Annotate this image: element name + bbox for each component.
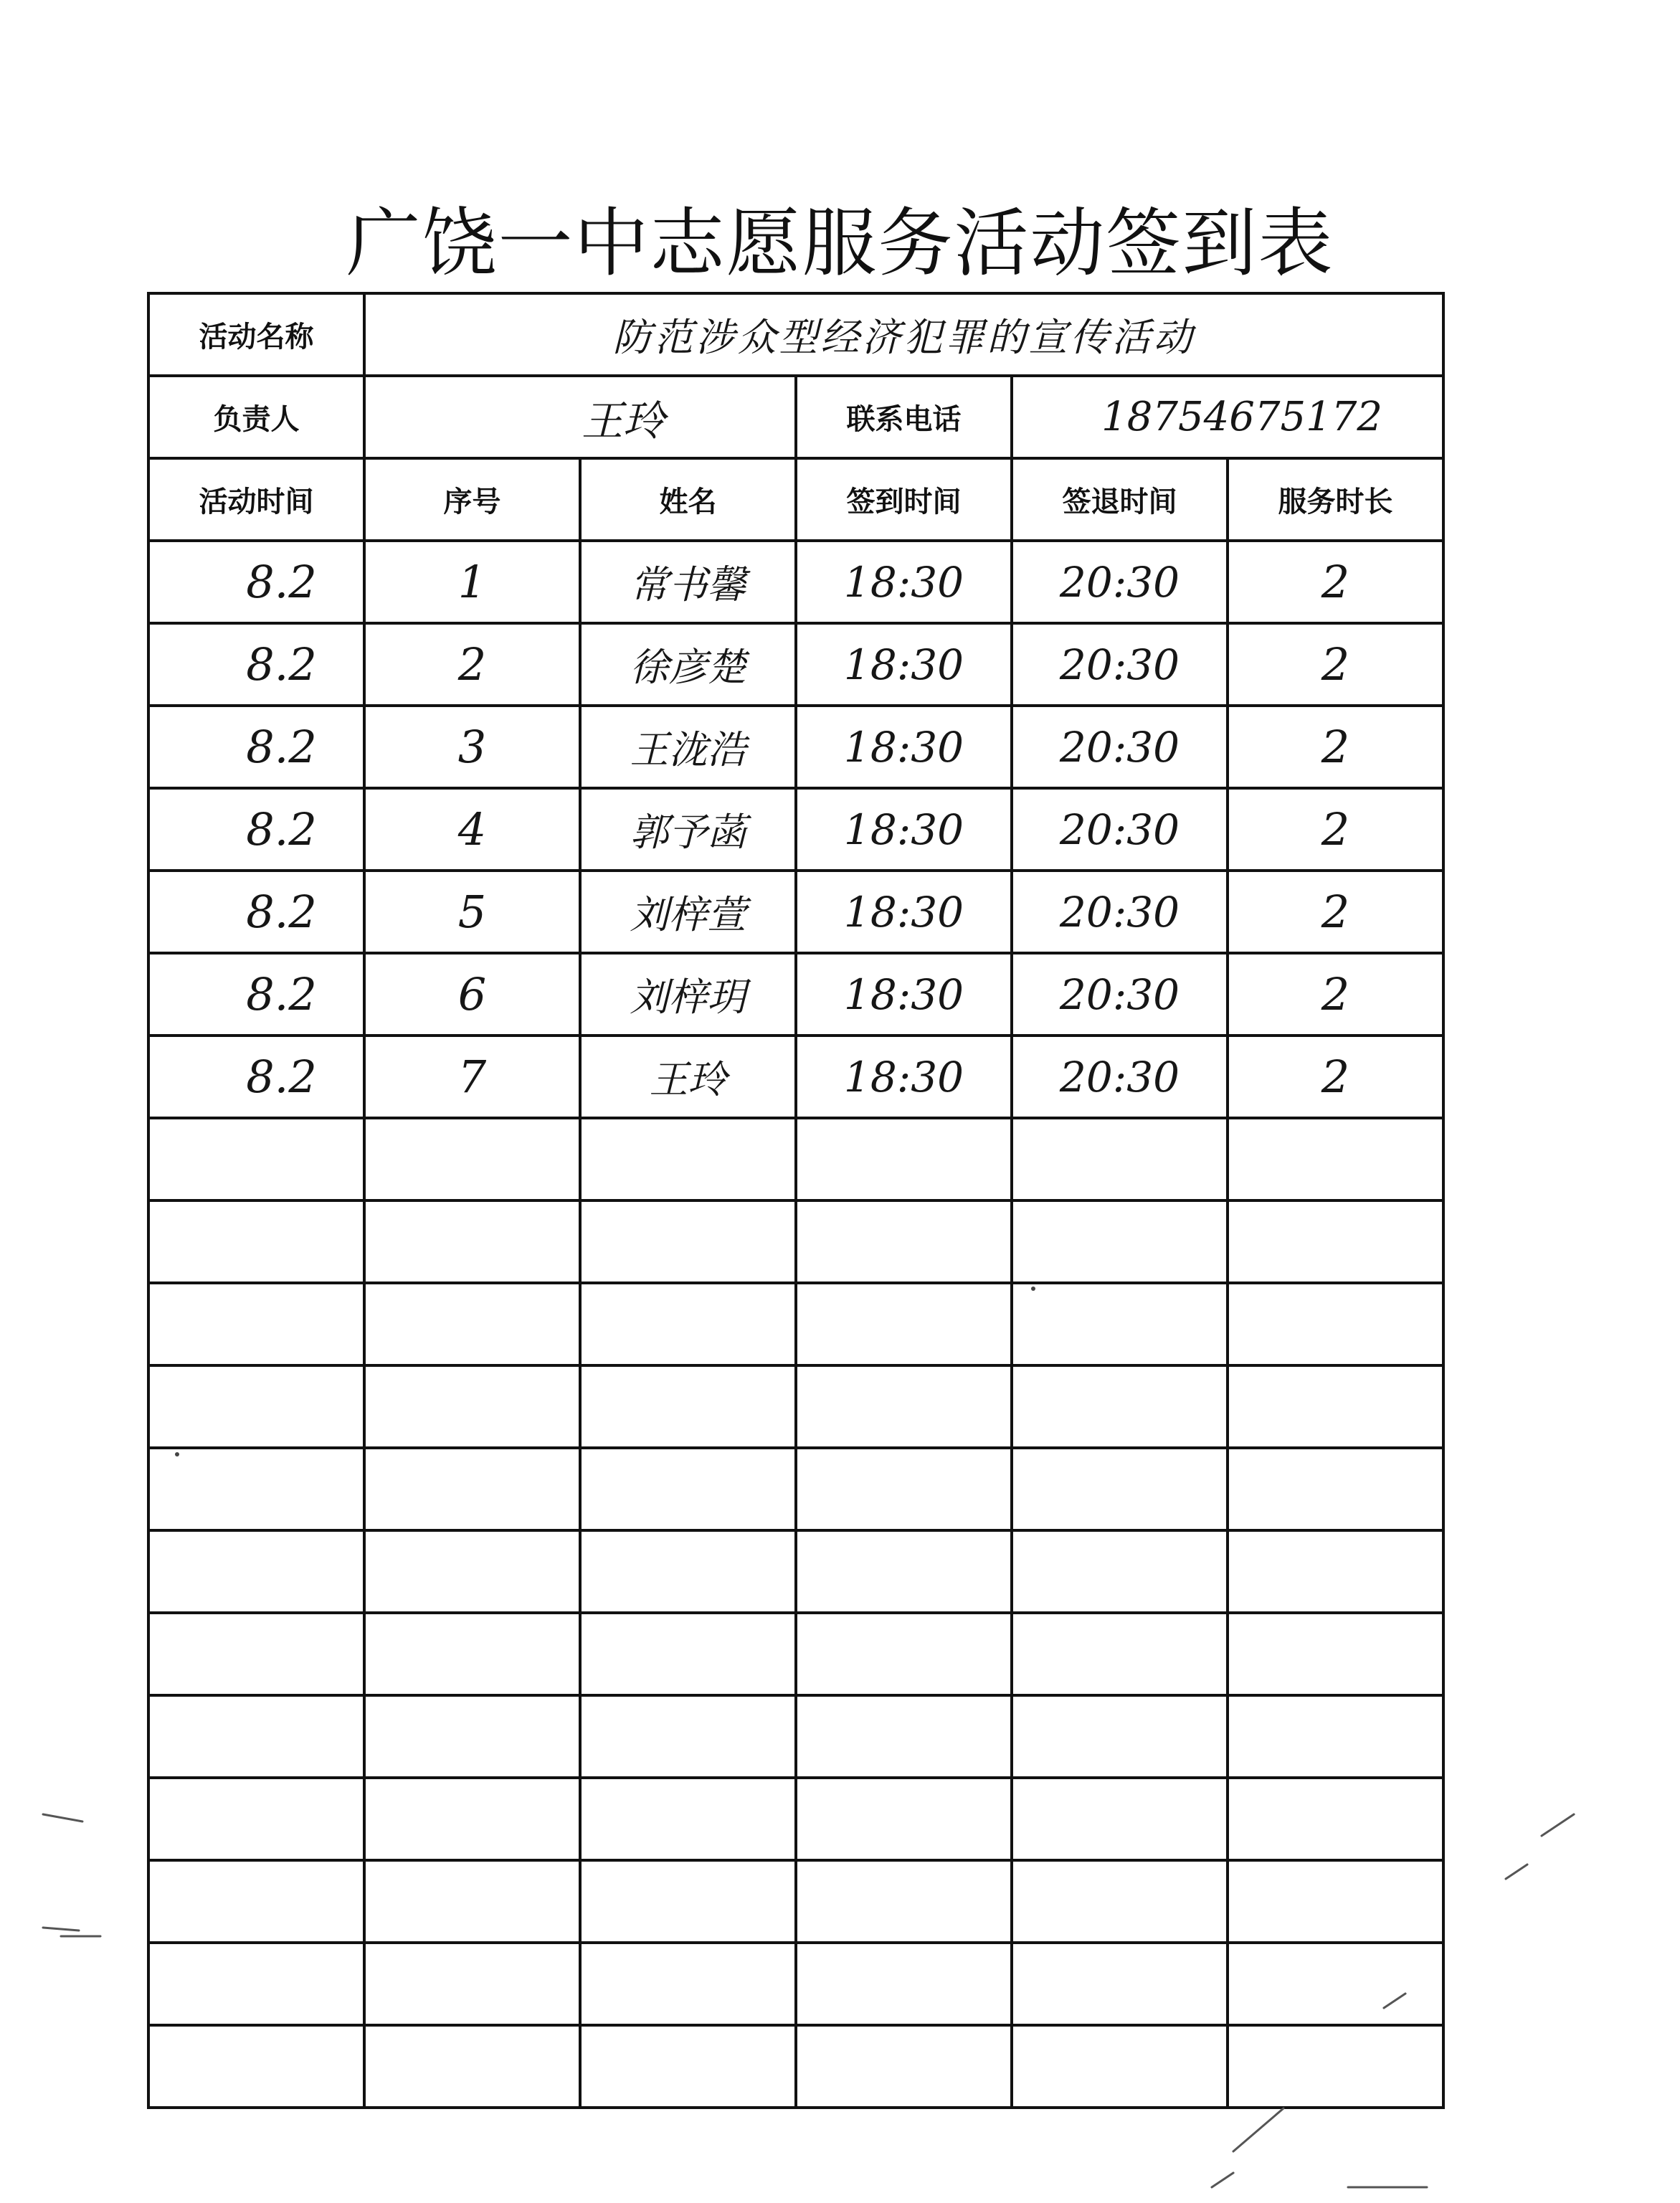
blank-cell <box>796 1200 1012 1283</box>
table-row <box>148 1036 1443 1118</box>
row-name: 王玲 <box>580 1036 796 1118</box>
blank-cell <box>1228 1365 1443 1448</box>
blank-row <box>148 1943 1443 2025</box>
blank-cell <box>1228 1283 1443 1365</box>
blank-cell <box>796 1860 1012 1943</box>
blank-cell <box>148 1448 364 1530</box>
row-name: 王泷浩 <box>580 706 796 788</box>
row-sign-out-time: 20:30 <box>1012 1036 1228 1118</box>
row-sign-in-time: 18:30 <box>796 706 1012 788</box>
row-date: 8.2 <box>148 706 364 788</box>
row-date: 8.2 <box>148 871 364 953</box>
row-sign-out-time: 20:30 <box>1012 953 1228 1036</box>
blank-cell <box>148 1283 364 1365</box>
blank-cell <box>364 1530 580 1613</box>
blank-cell <box>1012 1695 1228 1778</box>
leader-value: 王玲 <box>364 376 796 458</box>
blank-cell <box>580 1448 796 1530</box>
row-sign-in-time: 18:30 <box>796 871 1012 953</box>
row-sign-out-time: 20:30 <box>1012 871 1228 953</box>
blank-cell <box>1012 1778 1228 1860</box>
blank-cell <box>1012 1283 1228 1365</box>
row-sign-in-time: 18:30 <box>796 788 1012 871</box>
blank-cell <box>364 1283 580 1365</box>
blank-row <box>148 1200 1443 1283</box>
column-header-date: 活动时间 <box>148 458 364 541</box>
row-number: 3 <box>364 706 580 788</box>
row-number: 6 <box>364 953 580 1036</box>
blank-cell <box>1228 1118 1443 1200</box>
row-number: 2 <box>364 623 580 706</box>
blank-cell <box>364 1860 580 1943</box>
sign-in-table <box>147 292 1445 2109</box>
blank-cell <box>364 1365 580 1448</box>
row-duration: 2 <box>1228 706 1443 788</box>
blank-cell <box>796 1448 1012 1530</box>
blank-cell <box>364 1448 580 1530</box>
blank-cell <box>148 1860 364 1943</box>
blank-cell <box>796 1695 1012 1778</box>
table-row <box>148 953 1443 1036</box>
blank-cell <box>1012 1943 1228 2025</box>
column-header-duration: 服务时长 <box>1228 458 1443 541</box>
blank-row <box>148 1860 1443 1943</box>
blank-cell <box>148 1365 364 1448</box>
blank-cell <box>796 1283 1012 1365</box>
row-date: 8.2 <box>148 1036 364 1118</box>
row-duration: 2 <box>1228 541 1443 623</box>
blank-cell <box>1228 1530 1443 1613</box>
blank-row <box>148 1613 1443 1695</box>
blank-cell <box>364 1943 580 2025</box>
blank-cell <box>580 1283 796 1365</box>
row-sign-out-time: 20:30 <box>1012 541 1228 623</box>
row-duration: 2 <box>1228 1036 1443 1118</box>
page-title: 广饶一中志愿服务活动签到表 <box>346 199 1334 287</box>
blank-cell <box>1228 1778 1443 1860</box>
table-row <box>148 706 1443 788</box>
row-sign-out-time: 20:30 <box>1012 706 1228 788</box>
blank-cell <box>580 1530 796 1613</box>
blank-row <box>148 1530 1443 1613</box>
blank-row <box>148 1695 1443 1778</box>
row-sign-out-time: 20:30 <box>1012 623 1228 706</box>
blank-cell <box>364 1613 580 1695</box>
blank-cell <box>1228 1200 1443 1283</box>
table-row <box>148 788 1443 871</box>
row-number: 5 <box>364 871 580 953</box>
row-sign-in-time: 18:30 <box>796 541 1012 623</box>
blank-cell <box>364 1695 580 1778</box>
row-duration: 2 <box>1228 623 1443 706</box>
blank-cell <box>148 1695 364 1778</box>
row-duration: 2 <box>1228 788 1443 871</box>
row-date: 8.2 <box>148 788 364 871</box>
blank-cell <box>1012 1365 1228 1448</box>
row-duration: 2 <box>1228 871 1443 953</box>
blank-cell <box>1012 2025 1228 2108</box>
blank-cell <box>1228 2025 1443 2108</box>
blank-cell <box>1012 1118 1228 1200</box>
blank-cell <box>580 1613 796 1695</box>
blank-cell <box>364 1118 580 1200</box>
column-header-number: 序号 <box>364 458 580 541</box>
blank-cell <box>580 1943 796 2025</box>
phone-label: 联系电话 <box>796 376 1012 458</box>
row-name: 常书馨 <box>580 541 796 623</box>
activity-name-label: 活动名称 <box>148 293 364 376</box>
row-name: 徐彦楚 <box>580 623 796 706</box>
blank-cell <box>1012 1860 1228 1943</box>
blank-cell <box>148 1118 364 1200</box>
blank-cell <box>148 1778 364 1860</box>
blank-cell <box>364 2025 580 2108</box>
row-date: 8.2 <box>148 541 364 623</box>
column-header-name: 姓名 <box>580 458 796 541</box>
blank-cell <box>1228 1613 1443 1695</box>
blank-cell <box>796 1778 1012 1860</box>
row-sign-in-time: 18:30 <box>796 953 1012 1036</box>
blank-cell <box>1012 1530 1228 1613</box>
leader-row <box>148 376 1443 458</box>
row-name: 郭予菡 <box>580 788 796 871</box>
activity-name-value: 防范涉众型经济犯罪的宣传活动 <box>364 293 1443 376</box>
table-row <box>148 541 1443 623</box>
blank-cell <box>796 1118 1012 1200</box>
row-name: 刘梓玥 <box>580 953 796 1036</box>
row-number: 7 <box>364 1036 580 1118</box>
blank-cell <box>580 1365 796 1448</box>
blank-cell <box>1012 1448 1228 1530</box>
blank-cell <box>580 2025 796 2108</box>
blank-cell <box>580 1118 796 1200</box>
blank-row <box>148 1365 1443 1448</box>
blank-cell <box>148 1200 364 1283</box>
activity-name-row <box>148 293 1443 376</box>
table-row <box>148 623 1443 706</box>
blank-row <box>148 1778 1443 1860</box>
row-date: 8.2 <box>148 623 364 706</box>
column-header-row <box>148 458 1443 541</box>
blank-cell <box>148 1943 364 2025</box>
blank-row <box>148 2025 1443 2108</box>
blank-cell <box>1012 1613 1228 1695</box>
blank-cell <box>580 1860 796 1943</box>
blank-row <box>148 1448 1443 1530</box>
phone-value: 18754675172 <box>1012 376 1443 458</box>
blank-cell <box>796 2025 1012 2108</box>
blank-cell <box>796 1613 1012 1695</box>
column-header-sign-in: 签到时间 <box>796 458 1012 541</box>
blank-row <box>148 1283 1443 1365</box>
leader-label: 负责人 <box>148 376 364 458</box>
blank-cell <box>148 1530 364 1613</box>
blank-cell <box>1228 1695 1443 1778</box>
row-name: 刘梓萱 <box>580 871 796 953</box>
blank-cell <box>1228 1448 1443 1530</box>
blank-cell <box>580 1695 796 1778</box>
row-date: 8.2 <box>148 953 364 1036</box>
blank-cell <box>1228 1860 1443 1943</box>
row-number: 1 <box>364 541 580 623</box>
row-sign-in-time: 18:30 <box>796 623 1012 706</box>
table-row <box>148 871 1443 953</box>
row-sign-in-time: 18:30 <box>796 1036 1012 1118</box>
blank-cell <box>796 1530 1012 1613</box>
row-sign-out-time: 20:30 <box>1012 788 1228 871</box>
column-header-sign-out: 签退时间 <box>1012 458 1228 541</box>
blank-cell <box>580 1778 796 1860</box>
blank-cell <box>580 1200 796 1283</box>
blank-row <box>148 1118 1443 1200</box>
blank-cell <box>364 1200 580 1283</box>
blank-cell <box>796 1365 1012 1448</box>
blank-cell <box>1012 1200 1228 1283</box>
blank-cell <box>364 1778 580 1860</box>
row-duration: 2 <box>1228 953 1443 1036</box>
blank-cell <box>1228 1943 1443 2025</box>
blank-cell <box>148 2025 364 2108</box>
blank-cell <box>148 1613 364 1695</box>
row-number: 4 <box>364 788 580 871</box>
blank-cell <box>796 1943 1012 2025</box>
